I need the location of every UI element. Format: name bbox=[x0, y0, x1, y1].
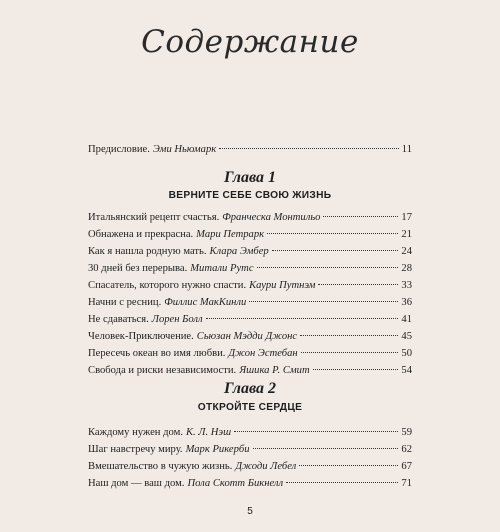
dot-leader bbox=[286, 482, 398, 483]
dot-leader bbox=[323, 216, 398, 217]
dot-leader bbox=[272, 250, 399, 251]
entry-author: Митали Рутс bbox=[190, 263, 254, 274]
entry-title: Каждому нужен дом. bbox=[88, 427, 183, 438]
toc-entry[interactable] bbox=[88, 211, 412, 225]
entry-title: Шаг навстречу миру. bbox=[88, 444, 183, 455]
entry-page-number: 59 bbox=[401, 427, 412, 438]
entry-title: Обнажена и прекрасна. bbox=[88, 229, 194, 240]
entry-title: 30 дней без перерыва. bbox=[88, 263, 188, 274]
dot-leader bbox=[249, 301, 398, 302]
entry-author: Эми Ньюмарк bbox=[152, 144, 217, 155]
toc-entry[interactable] bbox=[88, 460, 412, 474]
chapter-2-name: ОТКРОЙТЕ СЕРДЦЕ bbox=[197, 402, 303, 413]
entry-page-number: 33 bbox=[401, 280, 412, 291]
chapter-1-name: ВЕРНИТЕ СЕБЕ СВОЮ ЖИЗНЬ bbox=[168, 190, 332, 201]
dot-leader bbox=[219, 148, 399, 149]
toc-entry[interactable] bbox=[88, 228, 412, 242]
dot-leader bbox=[301, 352, 399, 353]
toc-entry[interactable] bbox=[88, 296, 412, 310]
chapter-2-label: Глава 2 bbox=[223, 380, 277, 397]
entry-author: К. Л. Нэш bbox=[185, 427, 232, 438]
page-number: 5 bbox=[247, 506, 253, 517]
entry-title: Итальянский рецепт счастья. bbox=[88, 212, 220, 223]
entry-author: Джоди Лебел bbox=[235, 461, 297, 472]
entry-title: Человек-Приключение. bbox=[88, 331, 194, 342]
entry-page-number: 45 bbox=[401, 331, 412, 342]
entry-page-number: 24 bbox=[401, 246, 412, 257]
dot-leader bbox=[300, 335, 398, 336]
entry-page-number: 71 bbox=[401, 478, 412, 489]
entry-author: Франческа Монтильо bbox=[222, 212, 321, 223]
entry-author: Каури Путнэм bbox=[249, 280, 316, 291]
entry-title: Пересечь океан во имя любви. bbox=[88, 348, 226, 359]
entry-title: Вмешательство в чужую жизнь. bbox=[88, 461, 233, 472]
toc-entry[interactable] bbox=[88, 347, 412, 361]
entry-page-number: 67 bbox=[401, 461, 412, 472]
toc-entry[interactable] bbox=[88, 279, 412, 293]
toc-entry-preface[interactable] bbox=[88, 143, 412, 157]
entry-author: Марк Рикерби bbox=[185, 444, 250, 455]
toc-entry[interactable] bbox=[88, 426, 412, 440]
dot-leader bbox=[234, 431, 398, 432]
entry-title: Свобода и риски независимости. bbox=[88, 365, 237, 376]
entry-author: Яшика Р. Смит bbox=[239, 365, 310, 376]
entry-page-number: 54 bbox=[401, 365, 412, 376]
dot-leader bbox=[318, 284, 398, 285]
entry-author: Сьюзан Мэдди Джонс bbox=[196, 331, 298, 342]
entry-page-number: 62 bbox=[401, 444, 412, 455]
dot-leader bbox=[313, 369, 399, 370]
toc-entry[interactable] bbox=[88, 245, 412, 259]
dot-leader bbox=[253, 448, 399, 449]
toc-entry[interactable] bbox=[88, 313, 412, 327]
entry-title: Предисловие. bbox=[88, 144, 150, 155]
page-title: Содержание bbox=[141, 24, 359, 60]
entry-author: Мари Петрарк bbox=[196, 229, 265, 240]
entry-title: Наш дом — ваш дом. bbox=[88, 478, 185, 489]
entry-page-number: 50 bbox=[401, 348, 412, 359]
dot-leader bbox=[267, 233, 398, 234]
entry-author: Клара Эмбер bbox=[209, 246, 269, 257]
chapter-1-label: Глава 1 bbox=[223, 169, 277, 186]
toc-entry[interactable] bbox=[88, 364, 412, 378]
entry-author: Лорен Болл bbox=[151, 314, 203, 325]
entry-page-number: 28 bbox=[401, 263, 412, 274]
entry-title: Начни с ресниц. bbox=[88, 297, 162, 308]
entry-page-number: 21 bbox=[401, 229, 412, 240]
entry-page-number: 17 bbox=[401, 212, 412, 223]
dot-leader bbox=[206, 318, 399, 319]
entry-author: Джон Эстебан bbox=[228, 348, 298, 359]
entry-title: Спасатель, которого нужно спасти. bbox=[88, 280, 247, 291]
entry-page-number: 11 bbox=[401, 144, 412, 155]
entry-author: Филлис МакКинли bbox=[164, 297, 247, 308]
entry-title: Не сдаваться. bbox=[88, 314, 149, 325]
entry-page-number: 36 bbox=[401, 297, 412, 308]
toc-entry[interactable] bbox=[88, 477, 412, 491]
entry-author: Пола Скотт Бикнелл bbox=[187, 478, 284, 489]
entry-page-number: 41 bbox=[401, 314, 412, 325]
entry-title: Как я нашла родную мать. bbox=[88, 246, 207, 257]
toc-entry[interactable] bbox=[88, 443, 412, 457]
toc-entry[interactable] bbox=[88, 330, 412, 344]
toc-entry[interactable] bbox=[88, 262, 412, 276]
dot-leader bbox=[257, 267, 399, 268]
dot-leader bbox=[299, 465, 398, 466]
